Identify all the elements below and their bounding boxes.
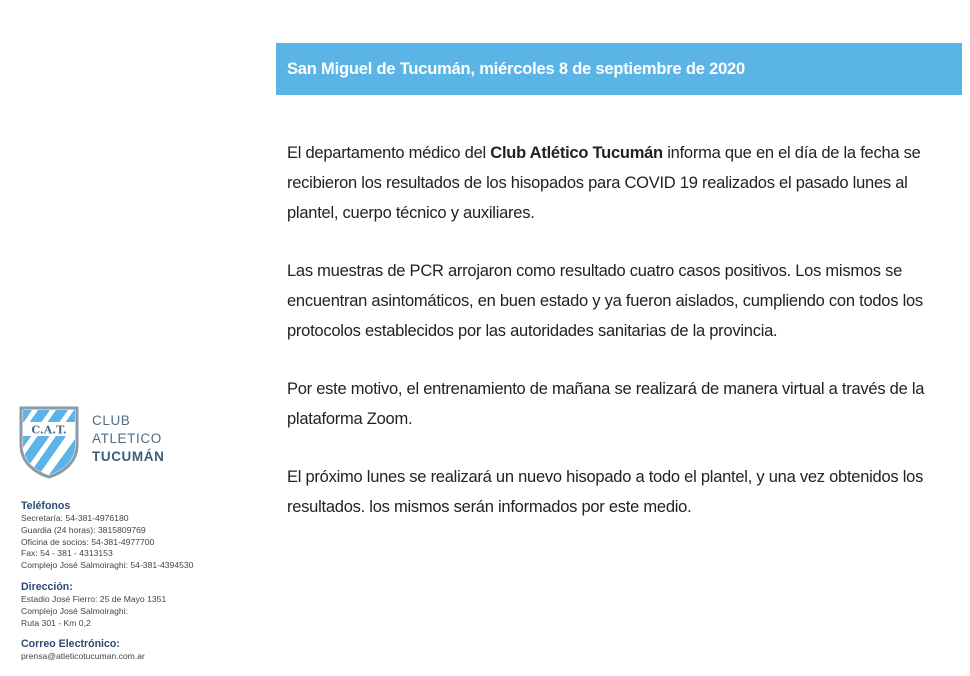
club-logo (18, 405, 218, 480)
paragraph-1-intro: El departamento médico del (287, 144, 491, 162)
logo-line-club: CLUB (92, 413, 131, 428)
phone-line: Oficina de socios: 54-381-4977700 (21, 536, 155, 547)
paragraph-1-rest: informa que en el día de la fecha se recibieron los resultados de los hisopados para COVID 19 realizados el pasado lunes al plantel, cuerpo técnico y auxiliares. (287, 144, 921, 222)
shield-text: C.A.T. (31, 423, 67, 437)
paragraph-4: El próximo lunes se realizará un nuevo hisopado a todo el plantel, y una vez obtenidos los resultados. los mismos serán informados por este medio. (287, 468, 924, 516)
phone-line: Secretaría: 54-381-4976180 (21, 513, 129, 523)
email-block (21, 638, 261, 663)
logo-wordmark (92, 412, 164, 466)
logo-line-atletico: ATLETICO (92, 431, 162, 446)
address-block (21, 581, 261, 629)
phone-line: Guardia (24 horas): 3815809769 (21, 524, 146, 535)
paragraph-3: Por este motivo, el entrenamiento de mañana se realizará de manera virtual a través de la plataforma Zoom. (287, 380, 925, 428)
address-heading: Dirección: (21, 580, 73, 593)
date-banner (276, 43, 962, 95)
phone-line: Complejo José Salmoiraghi: 54-381-4394530 (21, 560, 194, 571)
phones-block (21, 500, 261, 572)
club-shield-icon (18, 405, 80, 479)
phone-line: Fax: 54 - 381 - 4313153 (21, 548, 113, 559)
email-address: prensa@atleticotucuman.com.ar (21, 651, 145, 662)
email-heading: Correo Electrónico: (21, 638, 120, 651)
club-name: Club Atlético Tucumán (490, 144, 663, 162)
address-line: Complejo José Salmoiraghi: (21, 605, 128, 616)
paragraph-1 (287, 138, 962, 228)
paragraph-2: Las muestras de PCR arrojaron como resultado cuatro casos positivos. Los mismos se encuentran asintomáticos, en buen estado y ya fueron aislados, cumpliendo con todos los protocolos establecidos por las autoridades sanitarias de la provincia. (287, 262, 923, 340)
address-line: Ruta 301 - Km 0,2 (21, 617, 91, 628)
logo-line-tucuman: TUCUMÁN (92, 449, 165, 464)
contact-info (21, 500, 261, 672)
phones-heading: Teléfonos (21, 500, 71, 512)
address-line: Estadio José Fierro: 25 de Mayo 1351 (21, 593, 167, 604)
date-line: San Miguel de Tucumán, miércoles 8 de septiembre de 2020 (287, 59, 745, 78)
press-release-body (287, 138, 962, 550)
